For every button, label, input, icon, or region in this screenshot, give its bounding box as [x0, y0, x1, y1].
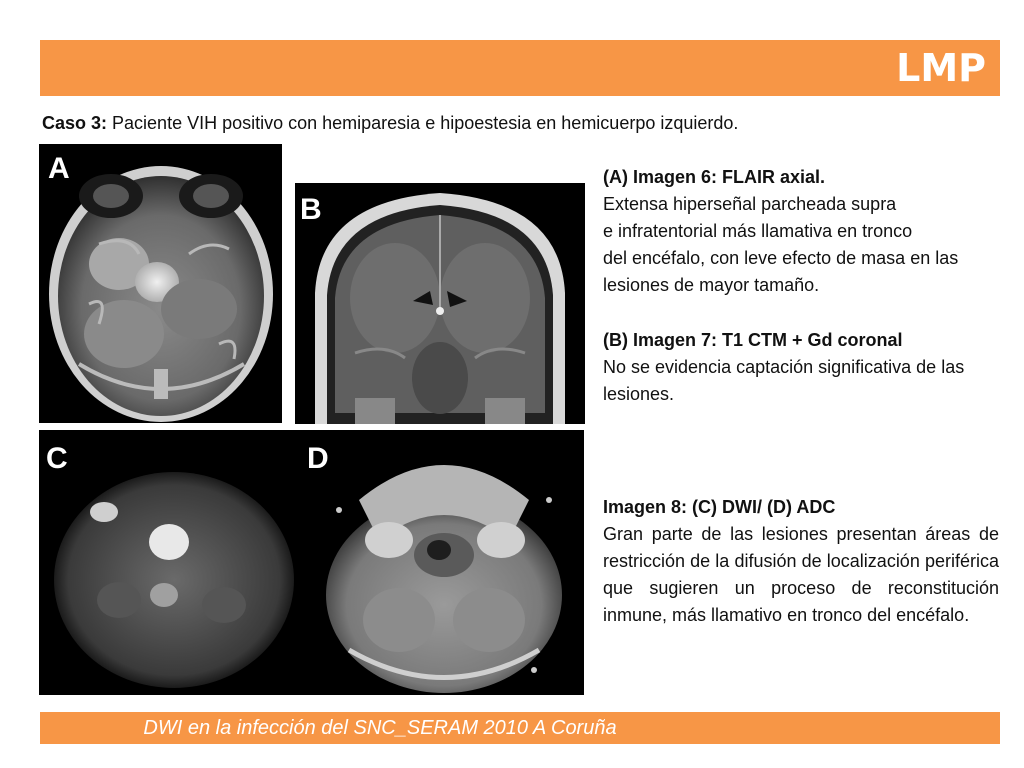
description-a-line: lesiones de mayor tamaño. — [603, 275, 820, 295]
description-a — [603, 164, 999, 299]
footer-text: DWI en la infección del SNC_SERAM 2010 A Coruña — [143, 717, 617, 739]
mri-a-drawing — [39, 144, 282, 423]
description-b-heading: (B) Imagen 7: T1 CTM + Gd coronal — [603, 330, 903, 350]
mri-image-cd-dwi-adc — [39, 430, 584, 695]
case-label: Caso 3: — [42, 113, 108, 133]
description-a-line: Extensa hiperseñal parcheada supra — [603, 194, 897, 214]
description-cd-heading: Imagen 8: (C) DWI/ (D) ADC — [603, 497, 836, 517]
case-text: Paciente VIH positivo con hemiparesia e hipoestesia en hemicuerpo izquierdo. — [107, 113, 739, 133]
footer-bar — [40, 712, 1000, 744]
description-a-heading: (A) Imagen 6: FLAIR axial. — [603, 167, 826, 187]
header-title: LMP — [896, 46, 986, 90]
header-bar — [40, 40, 1000, 96]
description-b — [603, 327, 999, 408]
description-b-line: lesiones. — [603, 384, 675, 404]
case-description — [42, 113, 738, 134]
description-a-line: e infratentorial más llamativa en tronco — [603, 221, 913, 241]
description-a-line: del encéfalo, con leve efecto de masa en las — [603, 248, 959, 268]
panel-letter-b: B — [300, 193, 322, 226]
mri-image-a-flair-axial — [39, 144, 282, 423]
panel-letter-d: D — [307, 442, 329, 475]
panel-letter-c: C — [46, 442, 68, 475]
mri-image-b-t1-coronal — [295, 183, 585, 424]
description-b-line: No se evidencia captación significativa de las — [603, 357, 965, 377]
description-cd — [603, 494, 999, 629]
description-cd-body: Gran parte de las lesiones presentan áreas de restricción de la difusión de localización periférica que sugieren un proceso de reconstitución inmune, más llamativo en tronco del encéfalo. — [603, 524, 999, 625]
panel-letter-a: A — [48, 152, 70, 185]
mri-b-drawing — [295, 183, 585, 424]
